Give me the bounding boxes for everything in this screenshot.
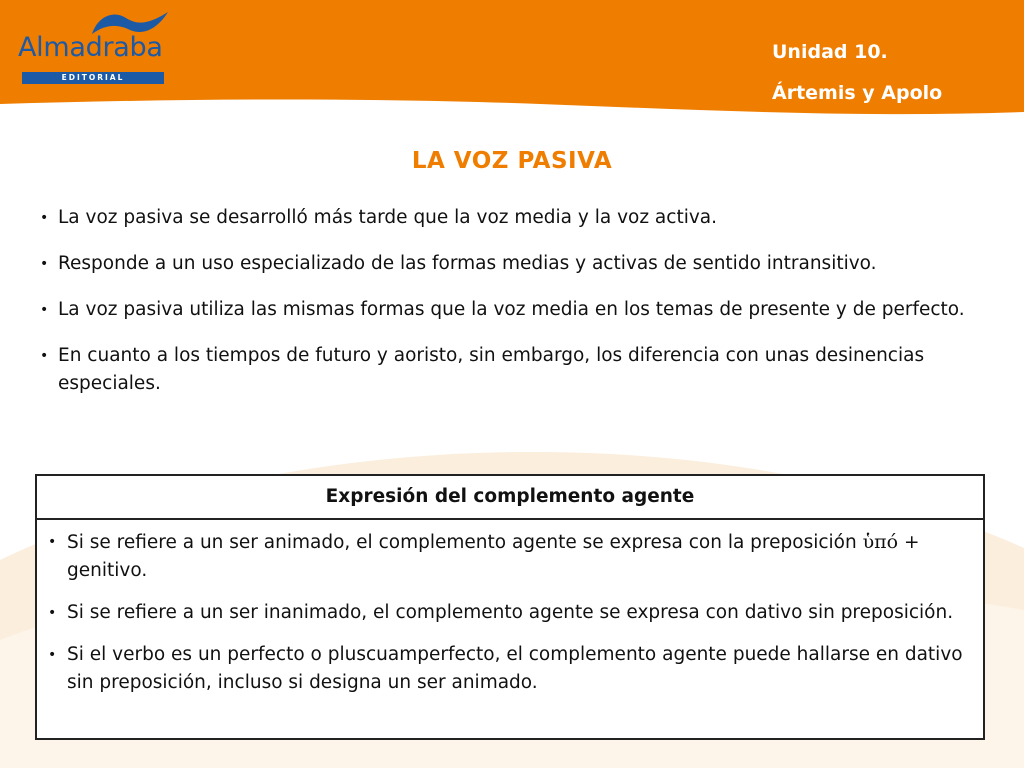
rule-text-after: + genitivo. <box>67 532 920 581</box>
bullet-icon: • <box>40 348 49 364</box>
list-item <box>45 599 973 627</box>
bullet-icon: • <box>40 210 49 226</box>
list-item-text: En cuanto a los tiempos de futuro y aoristo, sin embargo, los diferencia con unas desinencias especiales. <box>58 345 925 394</box>
unit-heading <box>772 32 942 114</box>
logo-name: Almadraba <box>18 32 163 63</box>
list-item <box>45 641 973 697</box>
publisher-logo <box>18 8 170 80</box>
bullet-icon: • <box>48 647 57 663</box>
list-item-text: Responde a un uso especializado de las formas medias y activas de sentido intransitivo. <box>58 253 877 274</box>
logo-subtitle: EDITORIAL <box>22 72 164 84</box>
rule-text: Si se refiere a un ser inanimado, el complemento agente se expresa con dativo sin preposición. <box>67 602 954 623</box>
agent-complement-table <box>35 474 985 740</box>
unit-number: Unidad 10. <box>772 41 888 63</box>
list-item-text: La voz pasiva se desarrolló más tarde que la voz media y la voz activa. <box>58 207 717 228</box>
agent-rule-list <box>37 520 983 697</box>
bullet-icon: • <box>40 256 49 272</box>
list-item <box>36 204 966 232</box>
rule-text: Si el verbo es un perfecto o pluscuamperfecto, el complemento agente puede hallarse en dativo sin preposición, incluso si designa un ser animado. <box>67 644 963 693</box>
greek-preposition: ὑπό <box>862 531 899 553</box>
bullet-list <box>36 204 966 416</box>
bullet-icon: • <box>48 605 57 621</box>
list-item <box>36 250 966 278</box>
rule-text-before: Si se refiere a un ser animado, el complemento agente se expresa con la preposición <box>67 532 863 553</box>
list-item <box>36 296 966 324</box>
page-title: LA VOZ PASIVA <box>411 148 613 174</box>
bullet-icon: • <box>40 302 49 318</box>
unit-topic: Ártemis y Apolo <box>772 82 943 104</box>
list-item <box>36 342 966 398</box>
bullet-icon: • <box>48 534 57 550</box>
table-heading: Expresión del complemento agente <box>37 476 983 520</box>
list-item-text: La voz pasiva utiliza las mismas formas que la voz media en los temas de presente y de perfecto. <box>58 299 965 320</box>
list-item <box>45 528 973 585</box>
